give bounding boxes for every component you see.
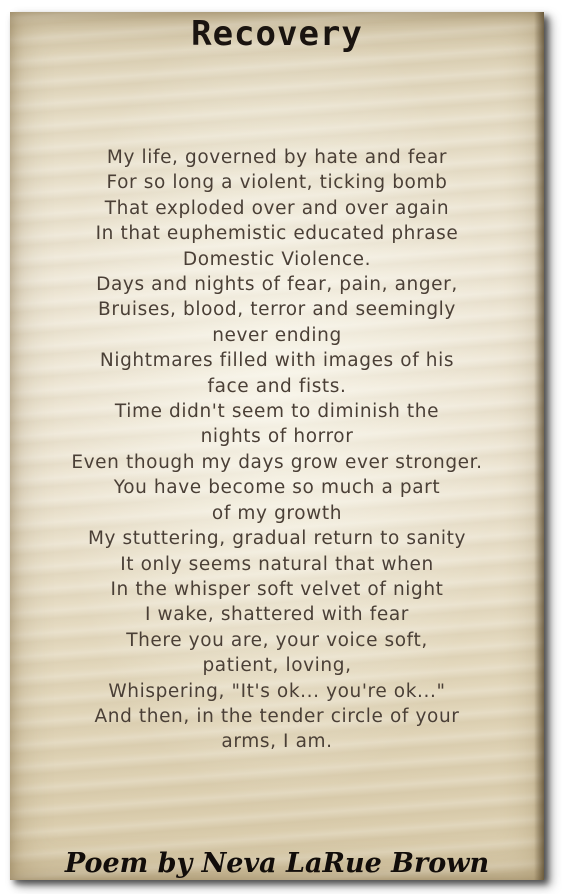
poem-line: arms, I am. <box>221 731 333 753</box>
poem-line: Time didn't seem to diminish the <box>114 401 440 423</box>
poem-line: Days and nights of fear, pain, anger, <box>96 274 458 296</box>
poem-line: My stuttering, gradual return to sanity <box>87 528 467 550</box>
poem-line: nights of horror <box>200 426 354 448</box>
poem-line: You have become so much a part <box>113 477 441 499</box>
poem-line: never ending <box>212 324 342 346</box>
poem-line: Domestic Violence. <box>182 248 372 270</box>
poem-line: There you are, your voice soft, <box>126 629 428 651</box>
poem-line: Whispering, "It's ok... you're ok..." <box>108 680 446 702</box>
poem-line: Nightmares filled with images of his <box>99 350 455 372</box>
poem-line: In the whisper soft velvet of night <box>110 578 444 600</box>
poem-line: That exploded over and over again <box>104 197 450 219</box>
poem-line: My life, governed by hate and fear <box>106 147 448 168</box>
poem-body <box>10 145 544 755</box>
author-credit: Poem by Neva LaRue Brown <box>64 848 490 879</box>
poem-line: And then, in the tender circle of your <box>94 705 460 727</box>
poem-line: face and fists. <box>207 375 347 397</box>
poem-line: of my growth <box>211 502 343 524</box>
poem-card <box>10 12 544 880</box>
poem-line: It only seems natural that when <box>120 553 434 575</box>
poem-title: Recovery <box>191 14 363 54</box>
poem-line: In that euphemistic educated phrase <box>95 223 459 245</box>
poem-line: I wake, shattered with fear <box>145 604 409 626</box>
poem-line: patient, loving, <box>202 655 352 677</box>
poem-line: Bruises, blood, terror and seemingly <box>98 299 456 321</box>
poem-line: Even though my days grow ever stronger. <box>71 451 483 473</box>
poem-line: For so long a violent, ticking bomb <box>106 172 448 194</box>
